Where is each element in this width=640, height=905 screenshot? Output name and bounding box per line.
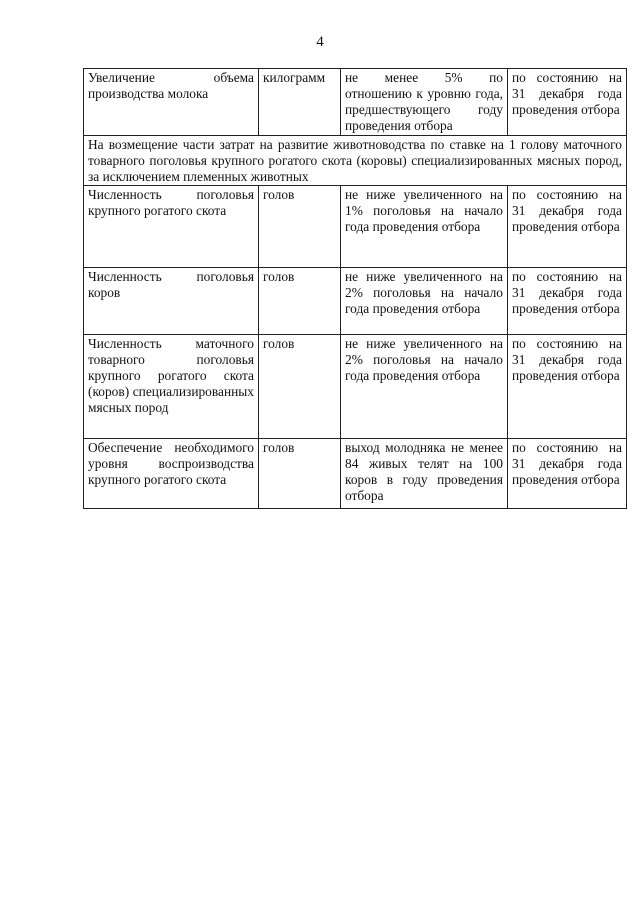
date-cell: по состоянию на 31 декабря года проведения отбора [508, 439, 627, 509]
unit-cell: голов [259, 268, 341, 335]
date-cell: по состоянию на 31 декабря года проведения отбора [508, 268, 627, 335]
section-row [84, 136, 627, 186]
date-cell: по состоянию на 31 декабря года проведения отбора [508, 69, 627, 136]
indicator-name-cell: Численность поголовья крупного рогатого скота [84, 186, 259, 268]
value-cell: не ниже увеличенного на 2% поголовья на начало года проведения отбора [341, 335, 508, 439]
page-number: 4 [316, 34, 324, 50]
value-cell: не ниже увеличенного на 2% поголовья на начало года проведения отбора [341, 268, 508, 335]
unit-cell: голов [259, 186, 341, 268]
unit-cell: килограмм [259, 69, 341, 136]
indicator-name-cell: Численность маточного товарного поголовья крупного рогатого скота (коров) специализированных мясных пород [84, 335, 259, 439]
date-cell: по состоянию на 31 декабря года проведения отбора [508, 335, 627, 439]
table-row [84, 439, 627, 509]
value-cell: выход молодняка не менее 84 живых телят на 100 коров в году проведения отбора [341, 439, 508, 509]
table-row [84, 69, 627, 136]
table-row [84, 186, 627, 268]
value-cell: не менее 5% по отношению к уровню года, предшествующего году проведения отбора [341, 69, 508, 136]
indicator-name-cell: Обеспечение необходимого уровня воспроизводства крупного рогатого скота [84, 439, 259, 509]
section-heading-cell: На возмещение части затрат на развитие животноводства по ставке на 1 голову маточного товарного поголовья крупного рогатого скота (коровы) специализированных мясных пород, за исключением племенных животных [84, 136, 627, 186]
table-row [84, 268, 627, 335]
unit-cell: голов [259, 439, 341, 509]
table-row [84, 335, 627, 439]
indicator-name-cell: Численность поголовья коров [84, 268, 259, 335]
indicator-name-cell: Увеличение объема производства молока [84, 69, 259, 136]
date-cell: по состоянию на 31 декабря года проведения отбора [508, 186, 627, 268]
value-cell: не ниже увеличенного на 1% поголовья на начало года проведения отбора [341, 186, 508, 268]
indicators-table [83, 68, 627, 509]
unit-cell: голов [259, 335, 341, 439]
